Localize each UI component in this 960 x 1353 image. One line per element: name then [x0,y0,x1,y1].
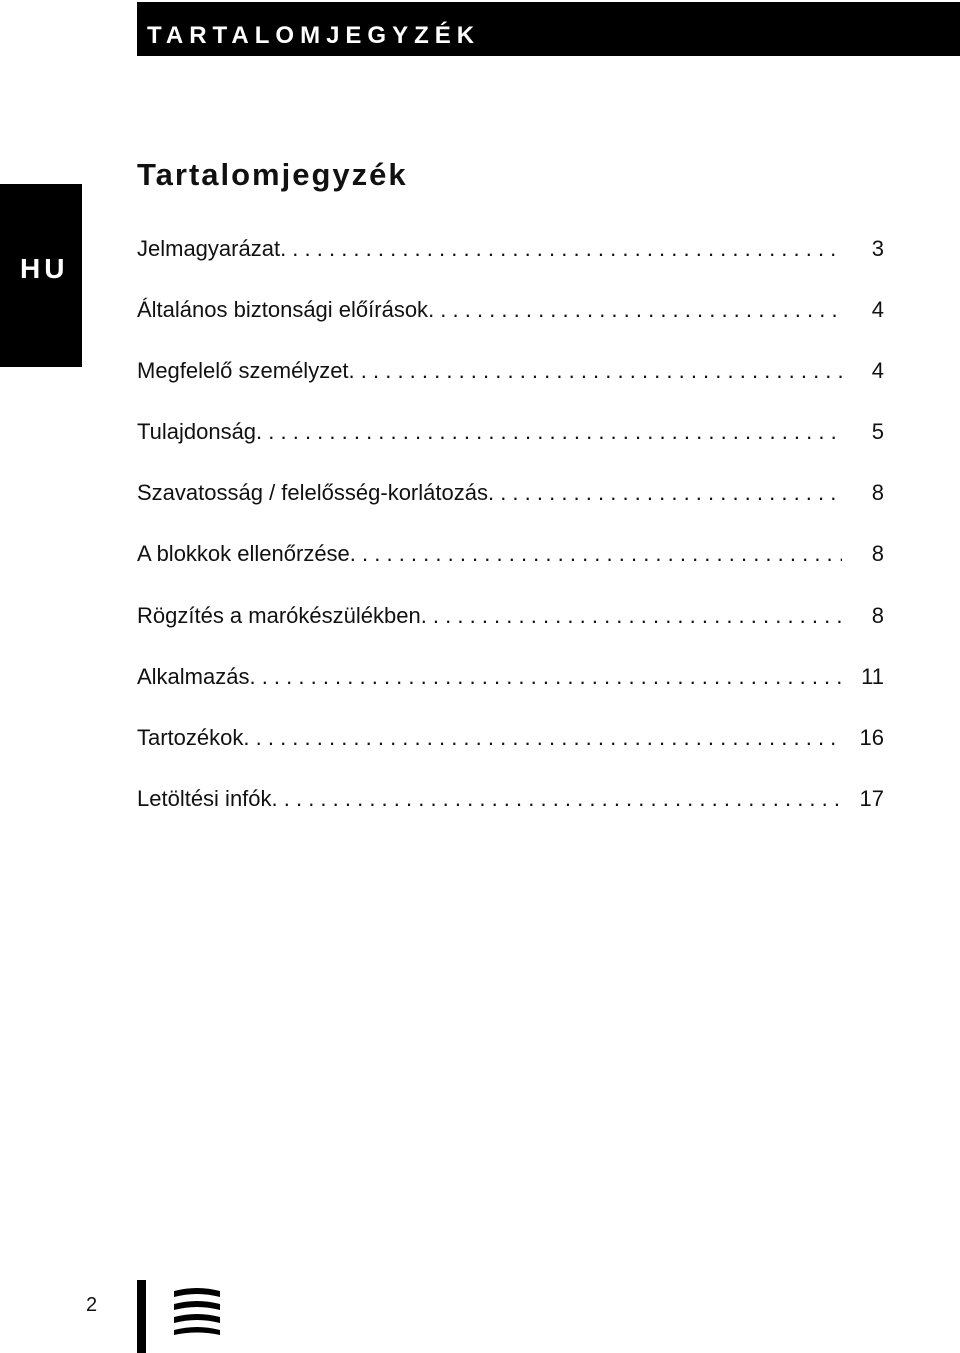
toc-entry-megfelelo-szemelyzet[interactable] [137,351,884,412]
toc-entry-tulajdonsag[interactable] [137,412,884,473]
header-title: TARTALOMJEGYZÉK [147,22,481,49]
toc-entry-page: 3 [871,236,884,261]
toc-entry-label: Általános biztonsági előírások [137,297,429,323]
toc-dot-leader [488,473,842,513]
toc-entry-label: Letöltési infók [137,785,272,811]
toc-entry-page: 5 [871,419,884,445]
toc-entry-label: Tartozékok [137,724,244,750]
brand-logo-icon [172,1287,222,1335]
toc-entry-label: Szavatosság / felelősség-korlátozás [137,480,488,506]
toc-entry-page: 8 [871,480,884,506]
toc-entry-altalanos-biztonsagi-eloirasok[interactable] [137,290,884,351]
toc-entry-letoltesi-infok[interactable] [137,779,884,840]
toc-entry-page: 4 [871,297,884,323]
toc-entry-page: 17 [859,785,884,811]
toc-entry-label: Tulajdonság [137,419,257,445]
toc-entry-label: Megfelelő személyzet [137,358,349,384]
toc-dot-leader [243,718,842,758]
toc-dot-leader [428,290,842,330]
toc-entry-page: 16 [859,724,884,750]
toc-entry-label: Jelmagyarázat [137,236,281,261]
toc-entry-label: Alkalmazás [137,663,250,689]
toc-entry-label: Rögzítés a marókészülékben [137,602,421,628]
toc-entry-label: A blokkok ellenőrzése [137,541,350,567]
toc-entry-jelmagyarazat[interactable] [137,229,884,290]
toc-entry-szavatossag[interactable] [137,473,884,534]
toc-entry-rogzites[interactable] [137,596,884,657]
toc-entry-page: 11 [861,663,884,689]
toc-entry-tartozekok[interactable] [137,718,884,779]
footer-page-number: 2 [86,1294,98,1316]
toc-dot-leader [349,351,842,391]
language-tab-label: HU [20,253,69,284]
toc-dot-leader [256,412,842,452]
table-of-contents [137,229,884,840]
page-title: Tartalomjegyzék [137,157,408,192]
toc-entry-page: 4 [871,358,884,384]
header-bar [137,2,960,56]
toc-entry-page: 8 [871,541,884,567]
toc-dot-leader [421,596,842,636]
toc-dot-leader [350,534,842,574]
toc-dot-leader [280,229,842,269]
language-tab [0,184,82,367]
toc-dot-leader [249,657,842,697]
toc-entry-blokkok-ellenorzese[interactable] [137,534,884,595]
footer-vertical-rule [137,1280,146,1353]
toc-dot-leader [272,779,842,819]
toc-entry-page: 8 [871,602,884,628]
toc-entry-alkalmazas[interactable] [137,657,884,718]
